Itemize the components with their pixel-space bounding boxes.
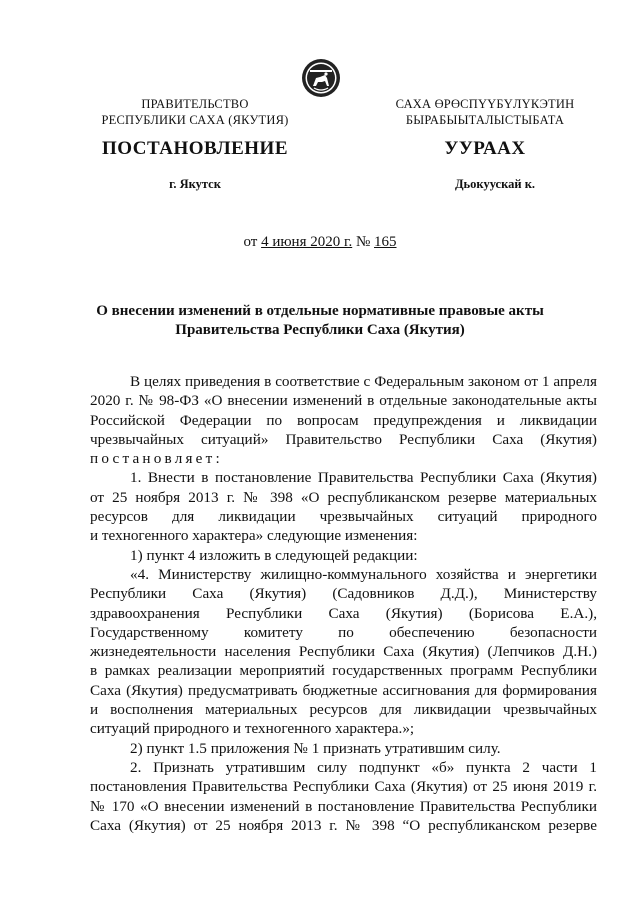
body-line: Государственному комитету по обеспечению безопасности bbox=[90, 623, 597, 641]
left-org-name bbox=[95, 96, 295, 128]
body-line: и техногенного характера» следующие изменения: bbox=[90, 527, 418, 545]
doc-title bbox=[60, 302, 580, 340]
coat-of-arms-emblem bbox=[301, 58, 341, 98]
body-line: В целях приведения в соответствие с Федеральным законом от 1 апреля bbox=[130, 373, 597, 390]
body-line: Российской Федерации по вопросам предупреждения и ликвидации bbox=[90, 411, 597, 429]
right-org-line: БЫРАБЫЫТАЛЫСТЫБАТА bbox=[405, 113, 565, 127]
doc-title-line: О внесении изменений в отдельные нормативные правовые акты bbox=[96, 303, 544, 319]
body-line: постановляет: bbox=[90, 450, 223, 468]
body-line: 1) пункт 4 изложить в следующей редакции: bbox=[130, 546, 418, 564]
body-line: здравоохранения Республики Саха (Якутия) (Борисова Е.А.), bbox=[90, 604, 597, 622]
body-line: 2) пункт 1.5 приложения № 1 признать утратившим силу. bbox=[130, 739, 501, 757]
doc-date: 4 июня 2020 г. bbox=[261, 234, 353, 250]
body-line: Саха (Якутия) от 25 ноября 2013 г. № 398 “О республиканском резерве bbox=[90, 816, 597, 834]
body-line: и восполнения материальных ресурсов для ликвидации чрезвычайных bbox=[90, 701, 597, 719]
right-org-line: САХА ӨРӨСПҮҮБҮЛҮКЭТИН bbox=[395, 97, 575, 111]
body-line: в рамках реализации мероприятий государственных программ Республики bbox=[90, 662, 597, 680]
body-line: Республики Саха (Якутия) (Садовников Д.Д.), Министерству bbox=[90, 585, 597, 603]
body-line: № 170 «О внесении изменений в постановление Правительства Республики bbox=[90, 797, 597, 815]
body-line: Саха (Якутия) предусматривать бюджетные ассигнования для формирования bbox=[90, 681, 597, 699]
doc-body bbox=[90, 372, 597, 835]
body-line: от 25 ноября 2013 г. № 398 «О республиканском резерве материальных bbox=[90, 488, 597, 506]
body-line: постановления Правительства Республики Саха (Якутия) от 25 июня 2019 г. bbox=[90, 778, 597, 796]
body-line: 2. Признать утратившим силу подпункт «б» пункта 2 части 1 bbox=[130, 758, 597, 776]
body-line: ресурсов для ликвидации чрезвычайных ситуаций природного bbox=[90, 508, 597, 526]
city-sakha: Дьокуускай к. bbox=[454, 177, 536, 191]
body-line: 2020 г. № 98-ФЗ «О внесении изменений в отдельные законодательные акты bbox=[90, 392, 597, 410]
doc-number: 165 bbox=[374, 234, 397, 250]
doc-date-number bbox=[0, 234, 640, 251]
doc-type-ru: ПОСТАНОВЛЕНИЕ bbox=[101, 138, 289, 159]
doc-type-sakha: УУРААХ bbox=[444, 138, 526, 159]
body-line: ситуаций природного и техногенного характера.»; bbox=[90, 720, 415, 738]
body-line: жизнедеятельности населения Республики Саха (Якутия) (Лепчиков Д.Н.) bbox=[90, 643, 597, 661]
city-ru: г. Якутск bbox=[169, 177, 221, 191]
right-org-name bbox=[375, 96, 595, 128]
body-line: «4. Министерству жилищно-коммунального хозяйства и энергетики bbox=[130, 565, 597, 583]
doc-title-line: Правительства Республики Саха (Якутия) bbox=[175, 322, 465, 338]
body-line: чрезвычайных ситуаций» Правительство Республики Саха (Якутия) bbox=[90, 430, 597, 448]
number-sign: № bbox=[355, 234, 371, 250]
left-org-line: ПРАВИТЕЛЬСТВО bbox=[141, 97, 249, 111]
left-org-line: РЕСПУБЛИКИ САХА (ЯКУТИЯ) bbox=[101, 113, 289, 127]
date-prefix: от bbox=[243, 234, 258, 250]
body-line: 1. Внести в постановление Правительства Республики Саха (Якутия) bbox=[130, 469, 597, 487]
